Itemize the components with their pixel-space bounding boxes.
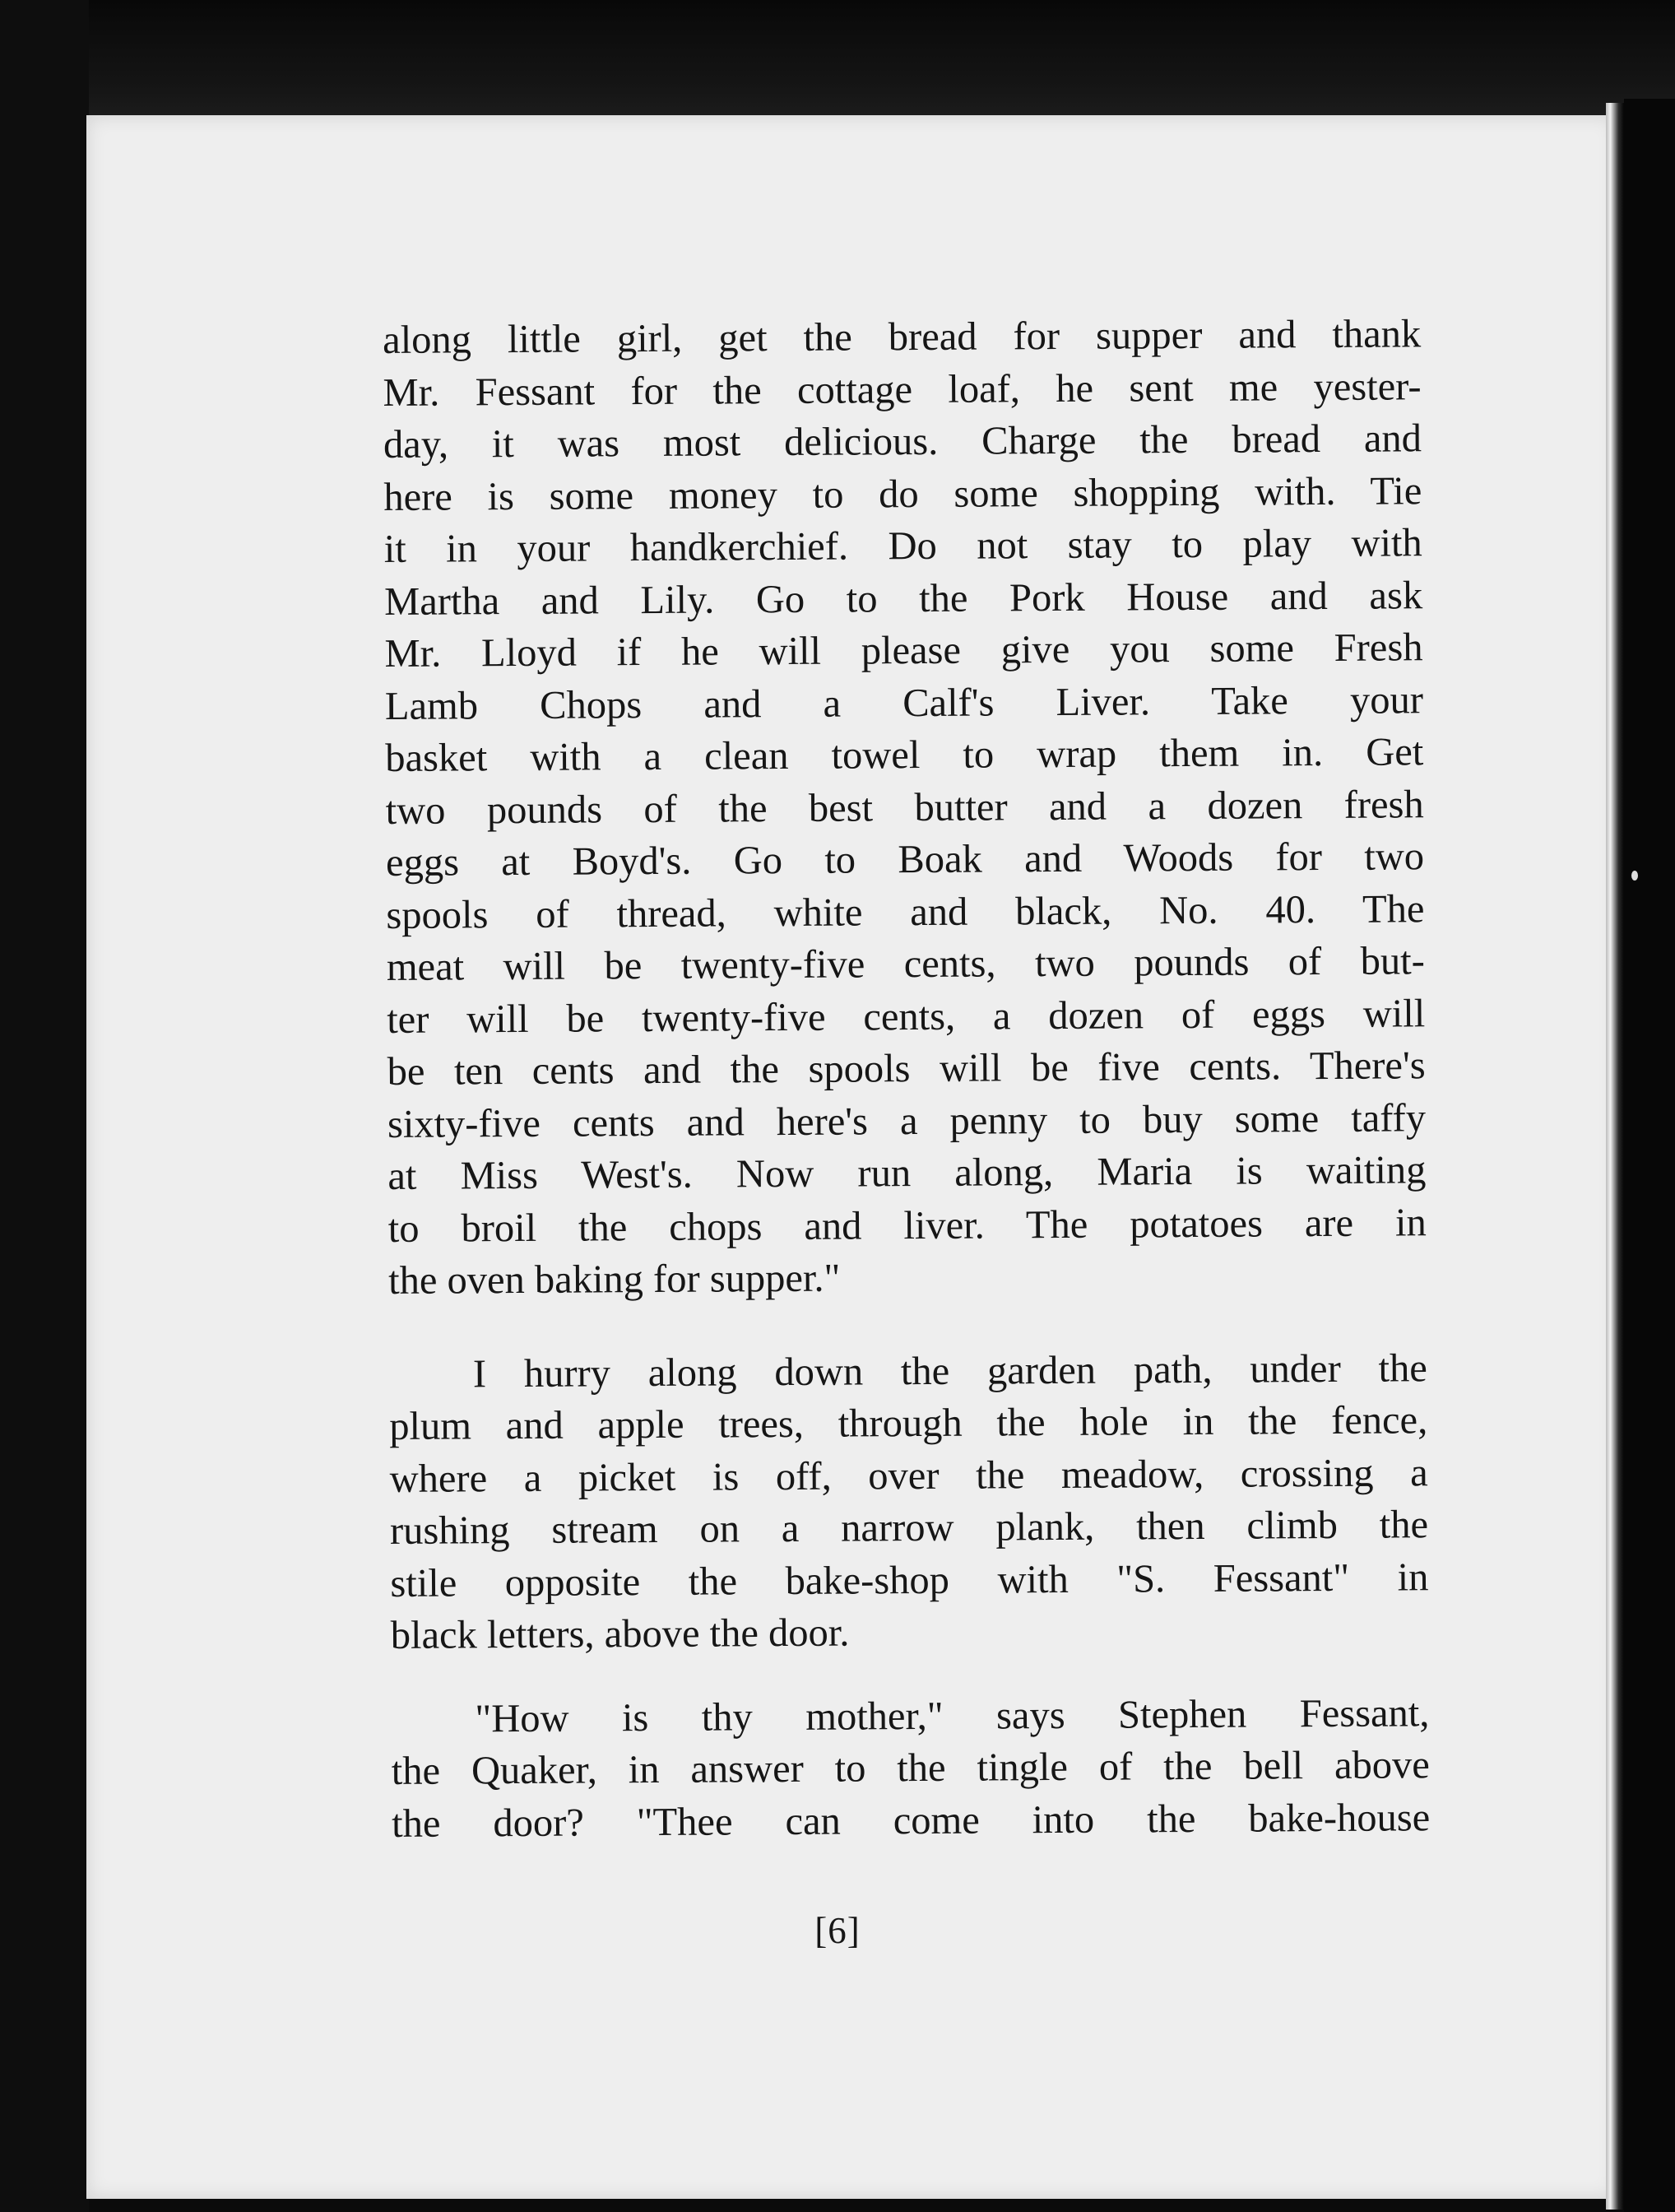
paragraph-3 bbox=[391, 1687, 1430, 1850]
text-line: eggs at Boyd's. Go to Boak and Woods for two bbox=[385, 834, 1425, 885]
text-line: two pounds of the best butter and a dozen fresh bbox=[385, 782, 1424, 833]
page-number: [6] bbox=[814, 1910, 861, 1951]
text-line: spools of thread, white and black, No. 40. The bbox=[386, 886, 1425, 937]
text-line: black letters, above the door. bbox=[390, 1610, 850, 1657]
text-line: along little girl, get the bread for supper and thank bbox=[383, 312, 1422, 362]
text-line: Mr. Fessant for the cottage loaf, he sent me yester- bbox=[383, 364, 1422, 415]
speck-mark bbox=[1631, 871, 1638, 881]
scan-left-border bbox=[0, 0, 89, 2212]
page-right-edge bbox=[1606, 103, 1624, 2210]
text-line: ter will be twenty-five cents, a dozen of eggs will bbox=[387, 991, 1426, 1042]
body-text bbox=[383, 308, 1430, 1850]
text-line: day, it was most delicious. Charge the bread and bbox=[383, 416, 1422, 467]
text-line: the oven baking for supper." bbox=[388, 1256, 841, 1303]
paragraph-1 bbox=[383, 308, 1427, 1307]
scan-top-border bbox=[0, 0, 1675, 123]
text-line: here is some money to do some shopping with. Tie bbox=[383, 468, 1422, 519]
text-line: where a picket is off, over the meadow, crossing a bbox=[389, 1450, 1428, 1501]
text-line: to broil the chops and liver. The potatoes are in bbox=[387, 1200, 1427, 1251]
text-line: meat will be twenty-five cents, two pounds of but- bbox=[386, 939, 1425, 989]
text-line: I hurry along down the garden path, under the bbox=[472, 1345, 1428, 1396]
paragraph-2 bbox=[389, 1342, 1429, 1662]
text-line: Lamb Chops and a Calf's Liver. Take your bbox=[384, 677, 1424, 728]
text-line: be ten cents and the spools will be five cents. There's bbox=[387, 1043, 1426, 1094]
text-line: Martha and Lily. Go to the Pork House and ask bbox=[383, 573, 1423, 624]
text-line: the Quaker, in answer to the tingle of the bell above bbox=[391, 1743, 1430, 1793]
text-line: stile opposite the bake-shop with "S. Fessant" in bbox=[390, 1554, 1429, 1606]
text-line: Mr. Lloyd if he will please give you some Fresh bbox=[384, 625, 1423, 676]
text-line: basket with a clean towel to wrap them in. Get bbox=[385, 730, 1424, 780]
text-line: "How is thy mother," says Stephen Fessant, bbox=[475, 1690, 1430, 1740]
text-line: it in your handkerchief. Do not stay to play with bbox=[383, 521, 1422, 571]
text-line: at Miss West's. Now run along, Maria is waiting bbox=[387, 1148, 1427, 1198]
scan-right-border bbox=[1624, 99, 1675, 2212]
text-line: the door? "Thee can come into the bake-house bbox=[392, 1795, 1431, 1846]
text-line: rushing stream on a narrow plank, then climb the bbox=[389, 1503, 1429, 1553]
text-line: sixty-five cents and here's a penny to buy some taffy bbox=[387, 1095, 1427, 1146]
text-line: plum and apple trees, through the hole in the fence, bbox=[389, 1398, 1428, 1448]
